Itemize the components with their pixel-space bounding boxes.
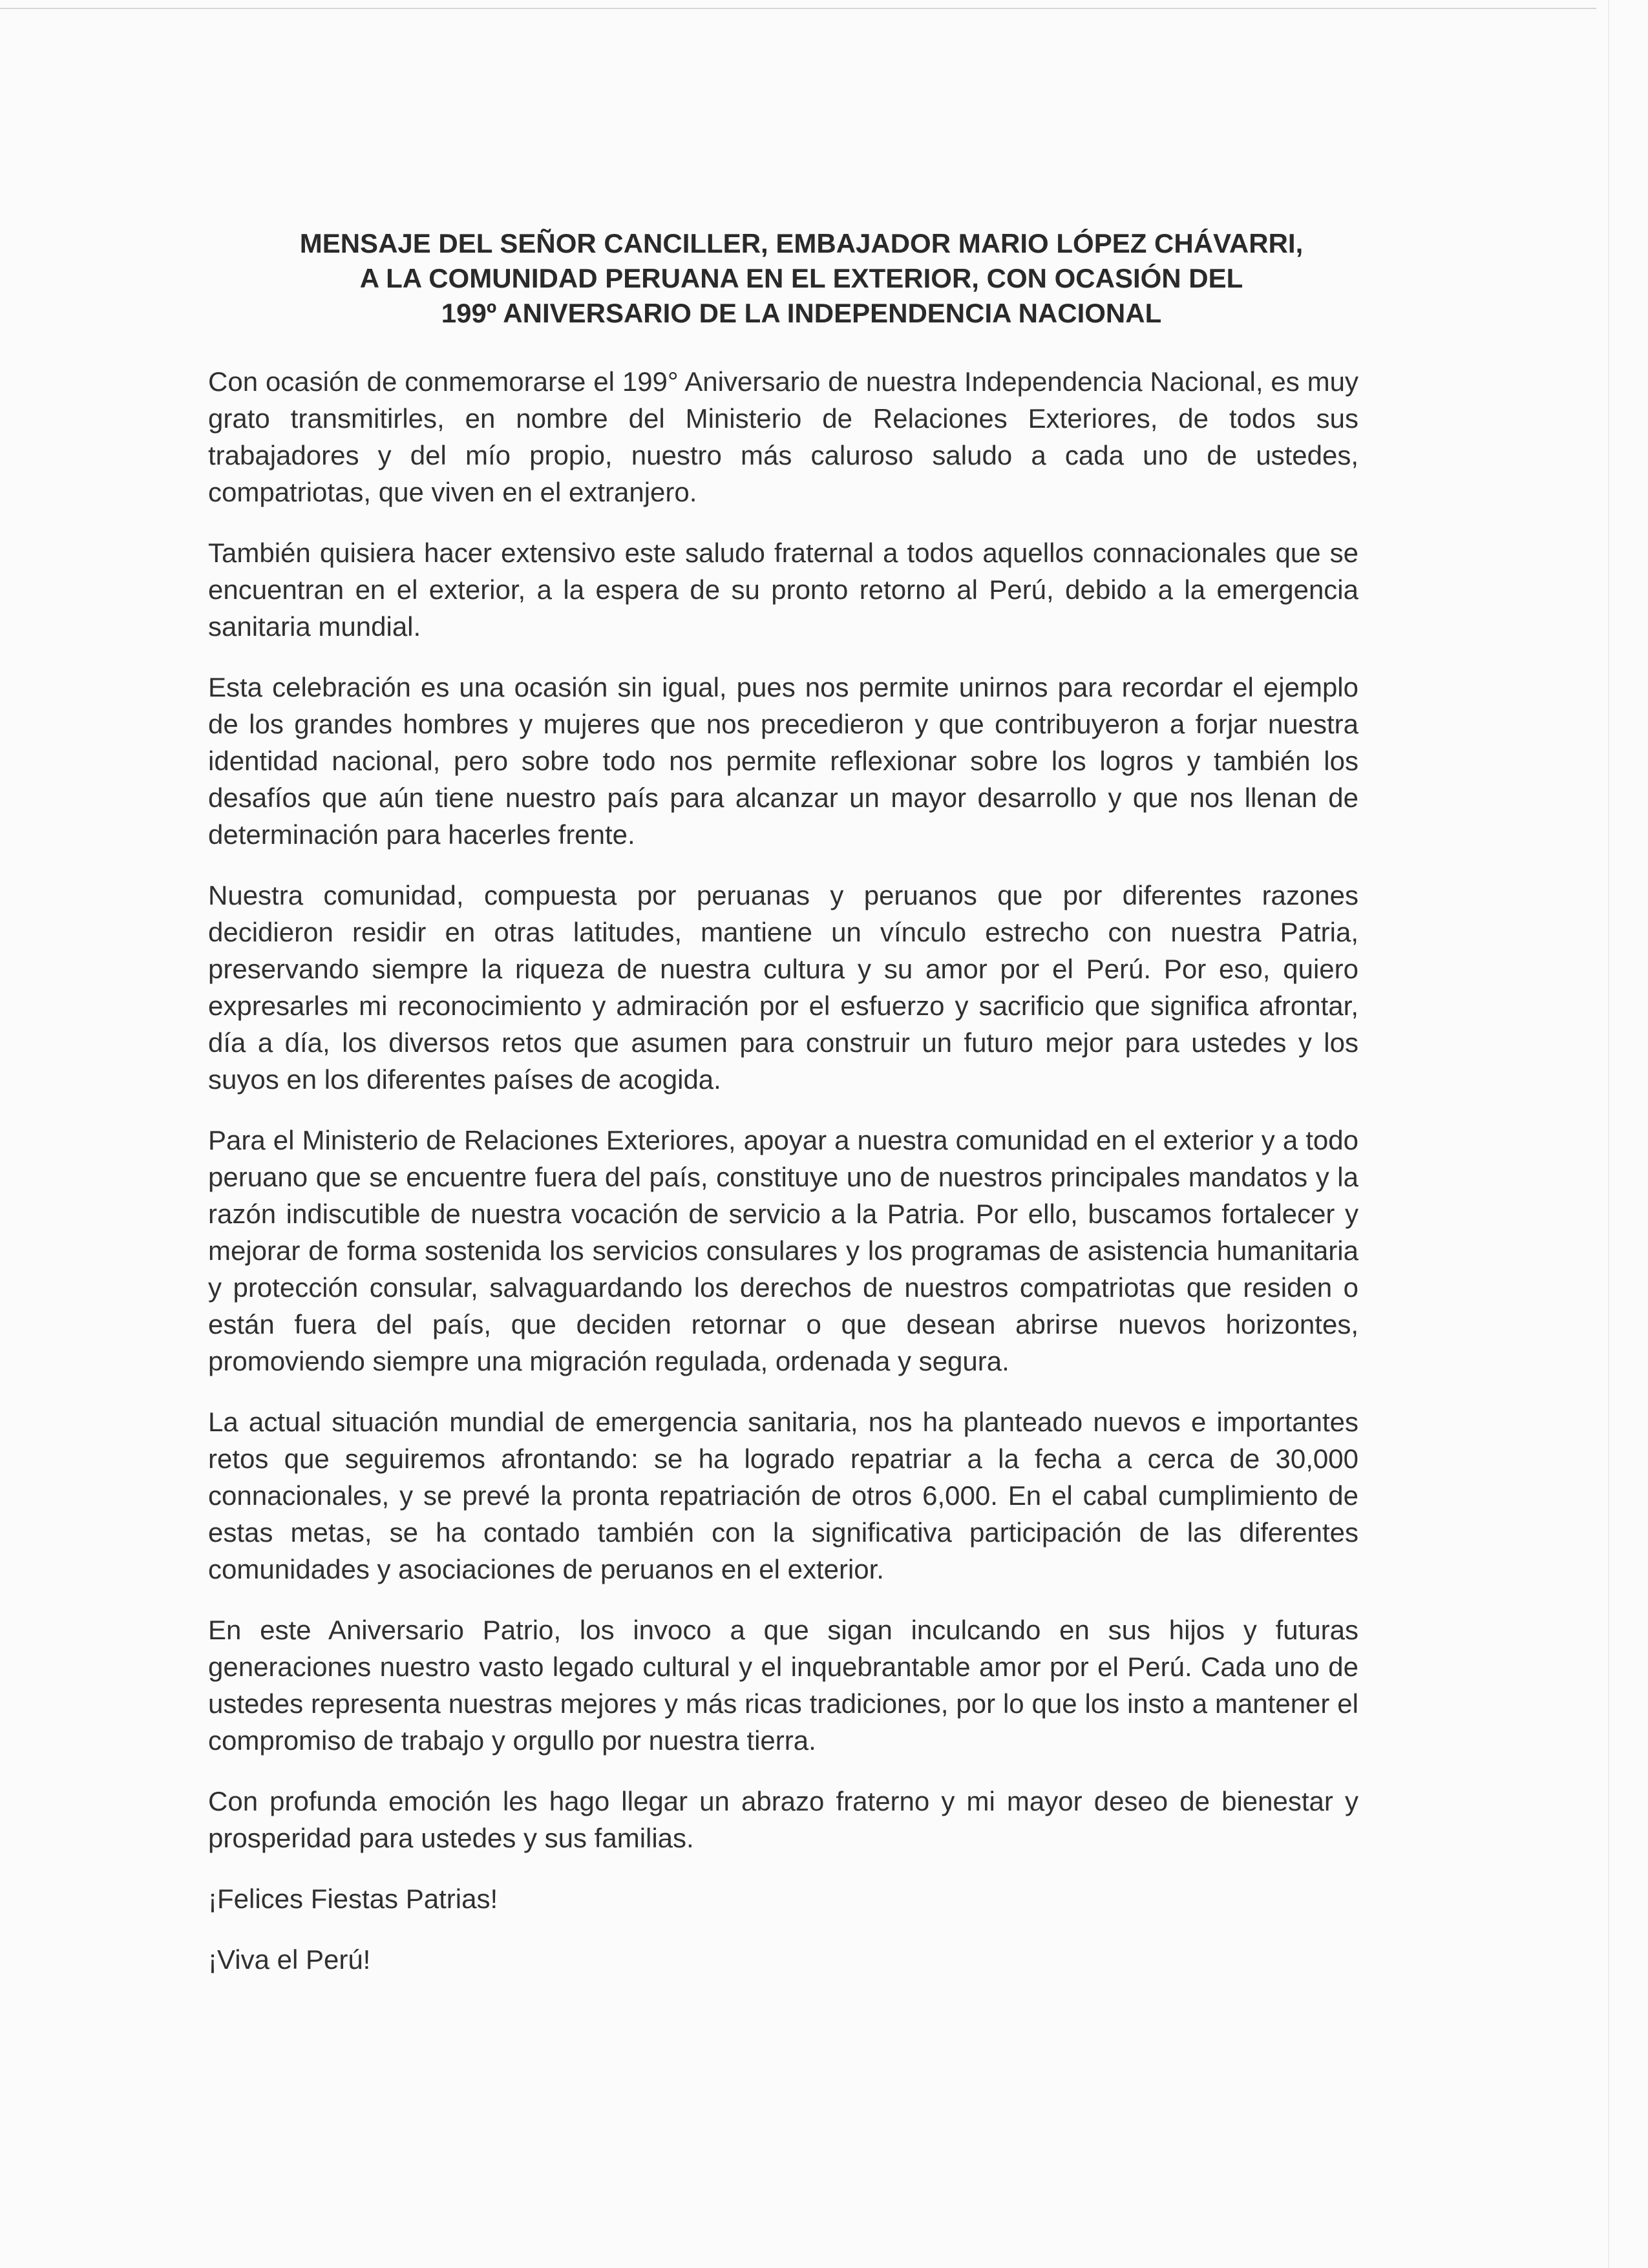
title-line-3: 199º ANIVERSARIO DE LA INDEPENDENCIA NACIONAL <box>441 298 1162 328</box>
scan-top-edge <box>0 8 1596 9</box>
paragraph-3: Esta celebración es una ocasión sin igual, pues nos permite unirnos para recordar el ejemplo de los grandes hombres y mujeres que nos precedieron y que contribuyeron a forjar nuestra identidad nacional, pero sobre todo nos permite reflexionar sobre los logros y también los desafíos que aún tiene nuestro país para alcanzar un mayor desarrollo y que nos llenan de determinación para hacerles frente. <box>208 672 1358 850</box>
scan-right-edge <box>1608 0 1609 2268</box>
paragraph-4: Nuestra comunidad, compuesta por peruanas y peruanos que por diferentes razones decidieron residir en otras latitudes, mantiene un vínculo estrecho con nuestra Patria, preservando siempre la riqueza de nuestra cultura y su amor por el Perú. Por eso, quiero expresarles mi reconocimiento y admiración por el esfuerzo y sacrificio que significa afrontar, día a día, los diversos retos que asumen para construir un futuro mejor para ustedes y los suyos en los diferentes países de acogida. <box>208 880 1358 1095</box>
paragraph-2: También quisiera hacer extensivo este saludo fraternal a todos aquellos connacionales que se encuentran en el exterior, a la espera de su pronto retorno al Perú, debido a la emergencia sanitaria mundial. <box>208 538 1358 642</box>
paragraph-6: La actual situación mundial de emergencia sanitaria, nos ha planteado nuevos e importantes retos que seguiremos afrontando: se ha logrado repatriar a la fecha a cerca de 30,000 connacionales, y se prevé la pronta repatriación de otros 6,000. En el cabal cumplimiento de estas metas, se ha contado también con la significativa participación de las diferentes comunidades y asociaciones de peruanos en el exterior. <box>208 1407 1358 1584</box>
title-line-1: MENSAJE DEL SEÑOR CANCILLER, EMBAJADOR MARIO LÓPEZ CHÁVARRI, <box>299 228 1304 258</box>
paragraph-8: Con profunda emoción les hago llegar un abrazo fraterno y mi mayor deseo de bienestar y prosperidad para ustedes y sus familias. <box>208 1786 1358 1853</box>
paragraph-1: Con ocasión de conmemorarse el 199° Aniversario de nuestra Independencia Nacional, es muy grato transmitirles, en nombre del Ministerio de Relaciones Exteriores, de todos sus trabajadores y del mío propio, nuestro más caluroso saludo a cada uno de ustedes, compatriotas, que viven en el extranjero. <box>208 366 1358 507</box>
document-body <box>208 363 1358 2002</box>
closing-line-2: ¡Viva el Perú! <box>208 1944 371 1975</box>
closing-line-1: ¡Felices Fiestas Patrias! <box>208 1884 498 1914</box>
paragraph-5: Para el Ministerio de Relaciones Exteriores, apoyar a nuestra comunidad en el exterior y a todo peruano que se encuentre fuera del país, constituye uno de nuestros principales mandatos y la razón indiscutible de nuestra vocación de servicio a la Patria. Por ello, buscamos fortalecer y mejorar de forma sostenida los servicios consulares y los programas de asistencia humanitaria y protección consular, salvaguardando los derechos de nuestros compatriotas que residen o están fuera del país, que deciden retornar o que desean abrirse nuevos horizontes, promoviendo siempre una migración regulada, ordenada y segura. <box>208 1125 1358 1376</box>
document-title <box>194 226 1409 331</box>
title-line-2: A LA COMUNIDAD PERUANA EN EL EXTERIOR, CON OCASIÓN DEL <box>359 263 1243 293</box>
paragraph-7: En este Aniversario Patrio, los invoco a que sigan inculcando en sus hijos y futuras generaciones nuestro vasto legado cultural y el inquebrantable amor por el Perú. Cada uno de ustedes representa nuestras mejores y más ricas tradiciones, por lo que los insto a mantener el compromiso de trabajo y orgullo por nuestra tierra. <box>208 1615 1358 1756</box>
